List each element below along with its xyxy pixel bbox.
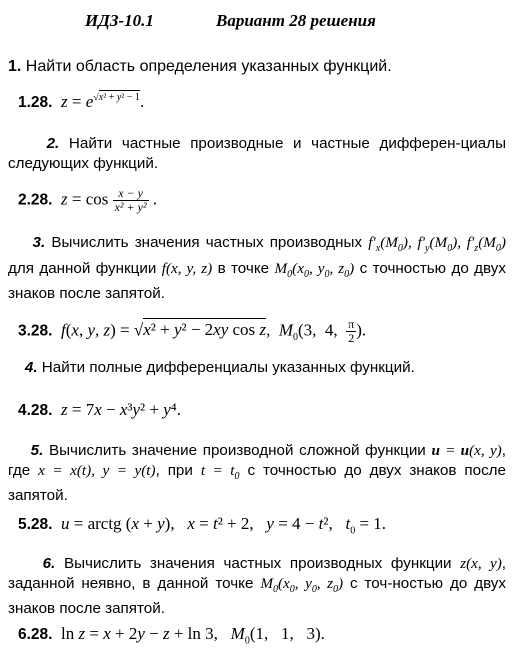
task-2-text: Найти частные производные и частные дифферен-циалы следующих функций. — [8, 135, 506, 172]
task-4-number: 4. — [24, 359, 38, 376]
task-3-text: Вычислить значения частных производных — [51, 234, 363, 251]
header-variant: Вариант 28 решения — [216, 11, 376, 30]
task-1-number: 1. — [8, 58, 22, 75]
task-5-text3: , при — [155, 461, 193, 479]
formula-1-label: 1.28. — [18, 94, 53, 111]
formula-4-label: 4.28. — [18, 402, 53, 419]
task-3: 3. Вычислить значения частных производных $f'_x(M_0)$, $f'_y(M_0)$, $f'_z(M_0)$ для данной функции f(x, y, z) в точке $M_0(x_0$, $y_0$, $z_0$) с точностью до двух знаков после запятой. — [8, 234, 506, 303]
formula-1: 1.28. $z = e^{√x^2 + y^2 - 1}$. — [18, 92, 145, 111]
task-3-text3: в точке — [217, 259, 270, 277]
task-3-text4: с точностью до двух знаков после запятой. — [8, 259, 506, 303]
task-6-number: 6. — [42, 555, 56, 572]
task-2 — [8, 134, 506, 173]
task-6: 6. Вычислить значения частных производных функции z(x, y), заданной неявно, в данной точке $M_0(x_0$, $y_0$, $z_0$) с точ-ностью до двух знаков после запятой. — [8, 555, 506, 618]
formula-6-label: 6.28. — [18, 626, 53, 643]
formula-5-label: 5.28. — [18, 516, 53, 533]
task-4-text: Найти полные дифференциалы указанных функций. — [41, 359, 415, 376]
formula-3-label: 3.28. — [18, 322, 53, 340]
task-6-text: Вычислить значения частных производных функции — [63, 555, 452, 572]
task-4 — [8, 358, 506, 378]
task-3-text2: для данной функции — [8, 259, 157, 277]
task-5-text2: , где — [8, 442, 506, 479]
formula-3: 3.28. f(x, y, z) = √x² + y² − 2xy cos z, $M_0(3$, 4, $\frac{\pi}{2}$ ). — [18, 317, 367, 345]
task-6-text3: с точ-ностью до двух знаков после запятой. — [8, 574, 506, 618]
task-5-text4: с точностью до двух знаков после запятой. — [8, 461, 506, 505]
task-3-number: 3. — [32, 234, 46, 251]
task-5-number: 5. — [30, 442, 44, 459]
formula-4: 4.28. z = 7x − x³y² + y⁴. — [18, 400, 181, 419]
task-1-text: Найти область определения указанных функций. — [25, 58, 392, 75]
task-2-number: 2. — [46, 135, 60, 152]
task-6-text2: , заданной неявно, в данной точке — [8, 555, 506, 592]
formula-6: 6.28. ln z = x + 2y − z + ln 3, $M_0(1$, 1, 3). — [18, 624, 325, 647]
task-1 — [8, 57, 506, 77]
formula-2-label: 2.28. — [18, 191, 53, 209]
formula-2: 2.28. z = cos $\frac{x - y}{\text{x² + y²}}$ . — [18, 186, 158, 214]
task-5-text: Вычислить значение производной сложной функции — [49, 442, 426, 459]
task-5: 5. Вычислить значение производной сложной функции u = u(x, y), где x = x(t), y = y(t), при $t = t_0$ с точностью до двух знаков после запятой. — [8, 442, 506, 505]
formula-5: 5.28. u = arctg (x + y), x = t² + 2, y = 4 − t², $t_0 = 1$. — [18, 514, 387, 537]
header-title: ИДЗ-10.1 — [85, 11, 154, 30]
